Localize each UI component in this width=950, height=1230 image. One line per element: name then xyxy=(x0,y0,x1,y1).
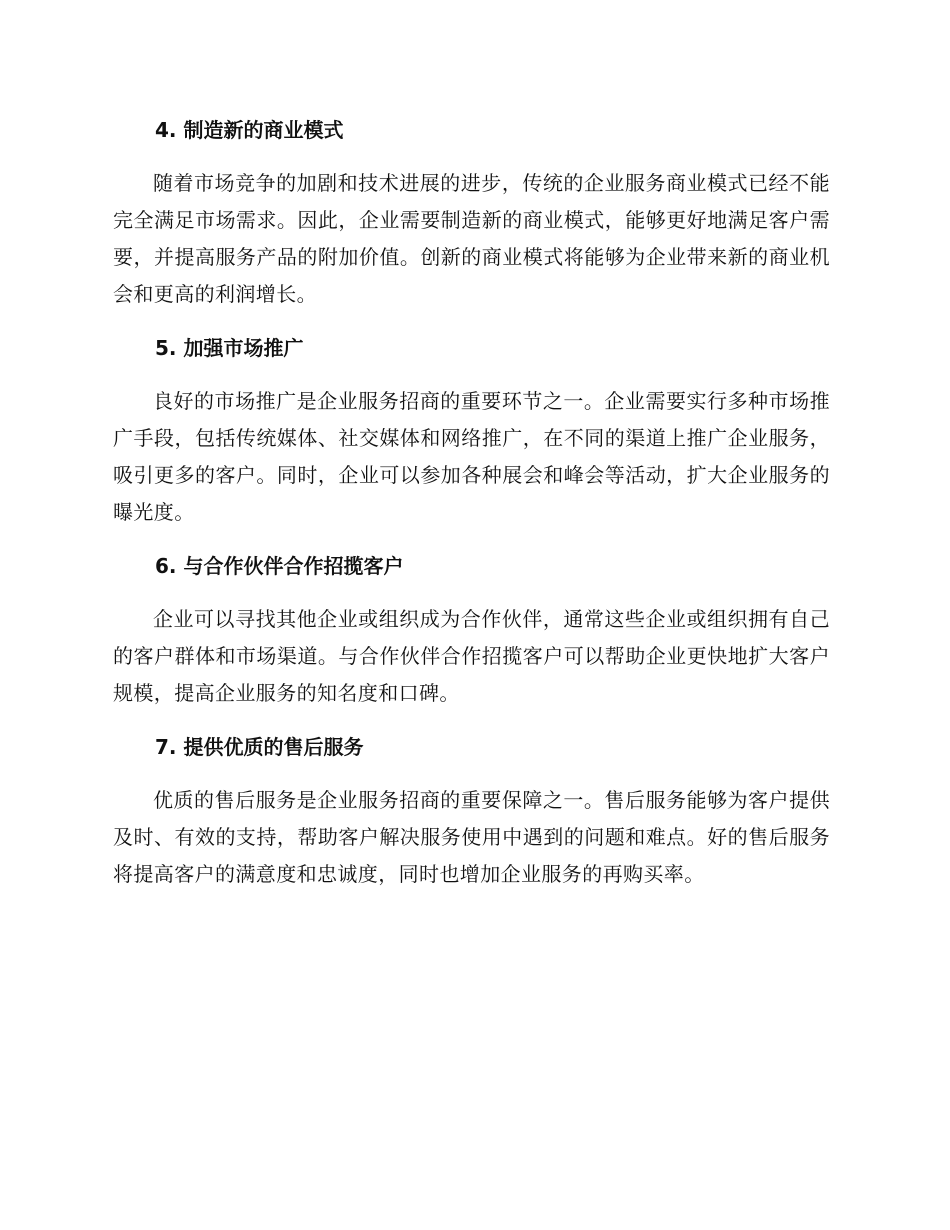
section-heading: 6. 与合作伙伴合作招揽客户 xyxy=(155,554,404,578)
section-business-model xyxy=(113,115,830,313)
section-paragraph: 随着市场竞争的加剧和技术进展的进步，传统的企业服务商业模式已经不能完全满足市场需求。因此，企业需要制造新的商业模式，能够更好地满足客户需要，并提高服务产品的附加价值。创新的商业模式将能够为企业带来新的商业机会和更高的利润增长。 xyxy=(113,171,830,306)
section-after-sales-service xyxy=(113,732,830,893)
section-partner-cooperation xyxy=(113,551,830,712)
section-heading: 5. 加强市场推广 xyxy=(155,336,304,360)
section-heading: 4. 制造新的商业模式 xyxy=(155,118,344,142)
section-paragraph: 企业可以寻找其他企业或组织成为合作伙伴，通常这些企业或组织拥有自己的客户群体和市场渠道。与合作伙伴合作招揽客户可以帮助企业更快地扩大客户规模，提高企业服务的知名度和口碑。 xyxy=(113,607,830,705)
section-paragraph: 良好的市场推广是企业服务招商的重要环节之一。企业需要实行多种市场推广手段，包括传统媒体、社交媒体和网络推广，在不同的渠道上推广企业服务，吸引更多的客户。同时，企业可以参加各种展会和峰会等活动，扩大企业服务的曝光度。 xyxy=(113,389,830,524)
section-heading: 7. 提供优质的售后服务 xyxy=(155,735,364,759)
section-market-promotion xyxy=(113,333,830,531)
section-paragraph: 优质的售后服务是企业服务招商的重要保障之一。售后服务能够为客户提供及时、有效的支持，帮助客户解决服务使用中遇到的问题和难点。好的售后服务将提高客户的满意度和忠诚度，同时也增加企业服务的再购买率。 xyxy=(113,788,830,886)
